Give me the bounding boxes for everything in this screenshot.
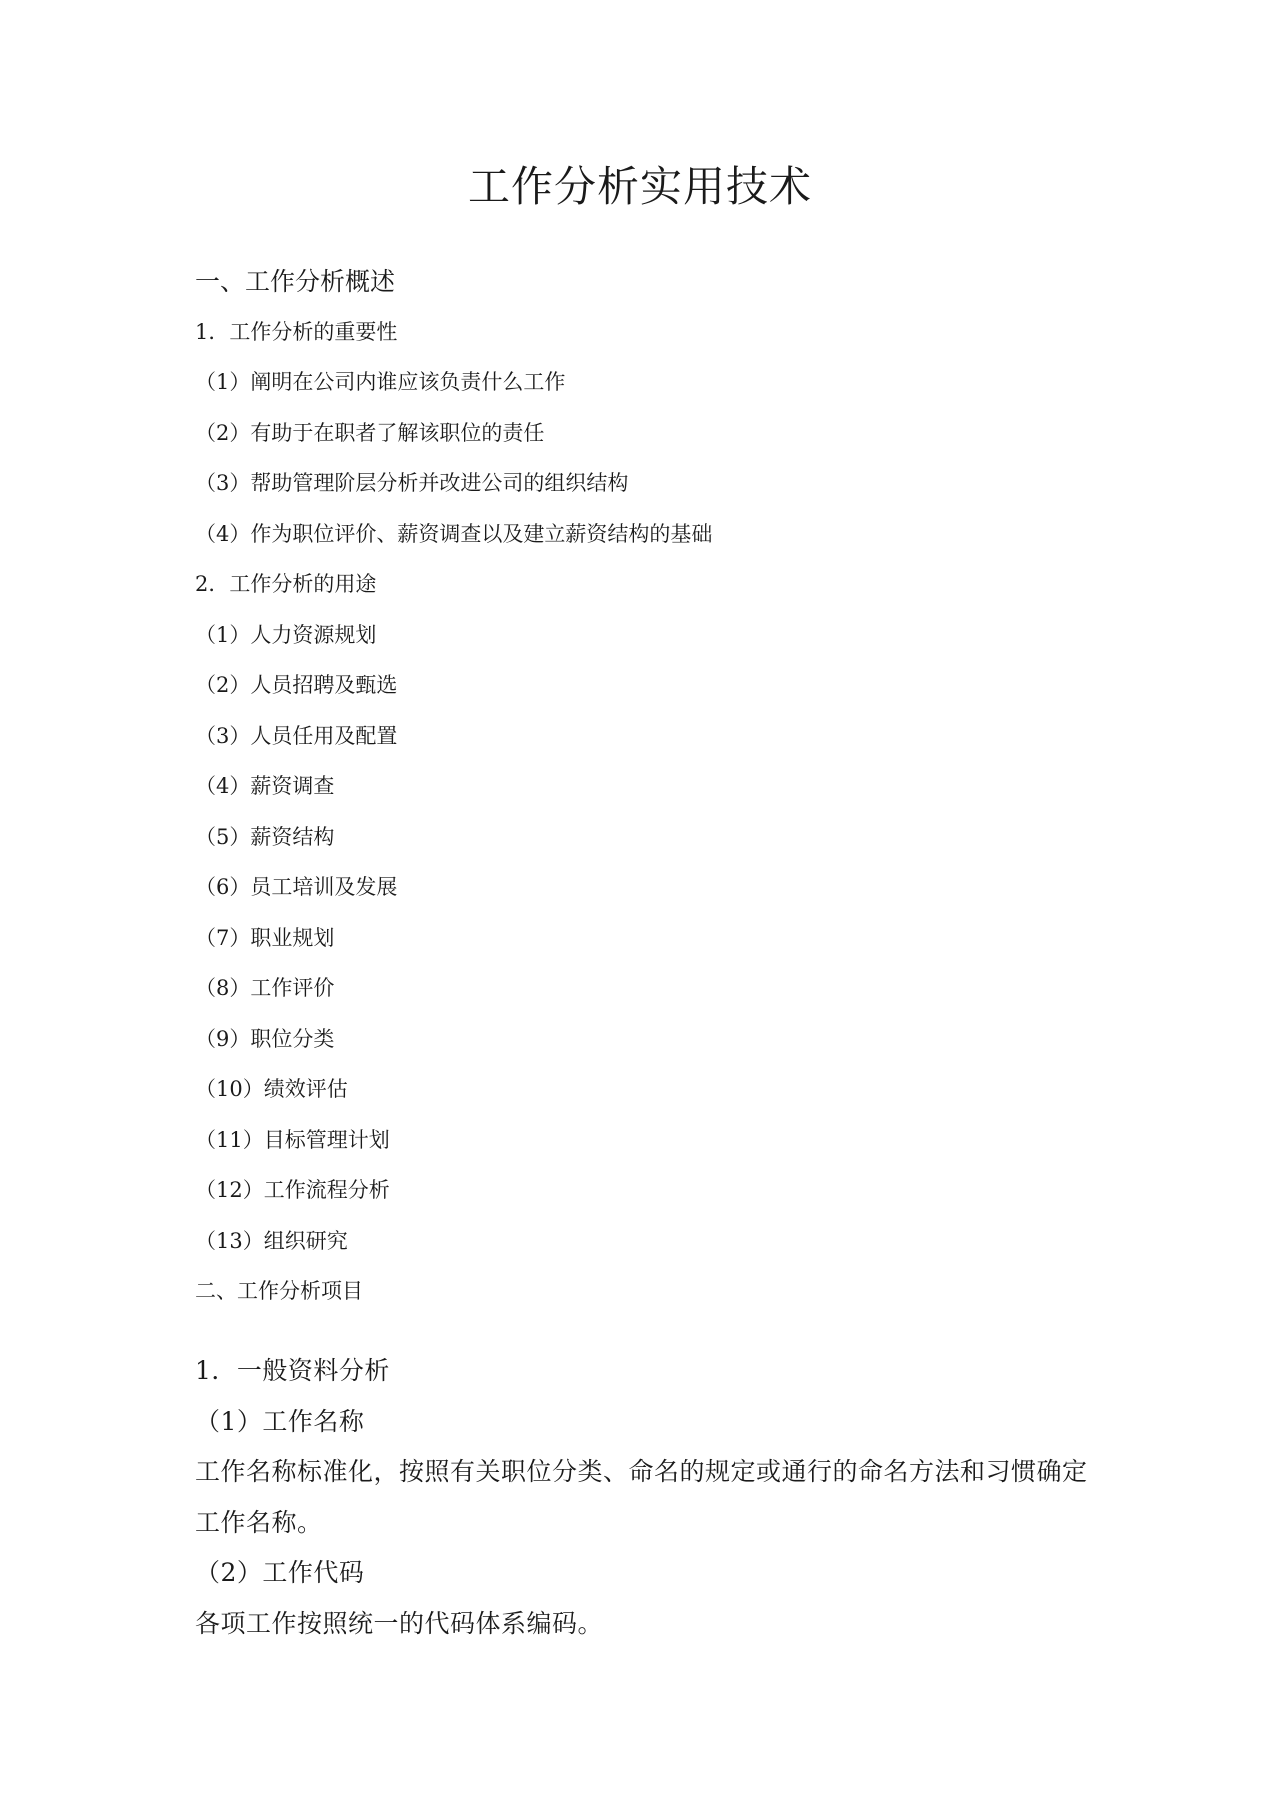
subsection-heading-general-data: 1．一般资料分析: [195, 1356, 390, 1385]
list-item: （5）薪资结构: [195, 825, 335, 849]
item-heading-job-title: （1）工作名称: [195, 1407, 365, 1436]
list-item: （6）员工培训及发展: [195, 875, 398, 899]
paragraph-line: 工作名称。: [195, 1508, 323, 1537]
list-item: （13）组织研究: [195, 1229, 348, 1253]
list-item: （7）职业规划: [195, 926, 335, 950]
paragraph-line: 工作名称标准化，按照有关职位分类、命名的规定或通行的命名方法和习惯确定: [195, 1457, 1088, 1486]
list-item: （2）有助于在职者了解该职位的责任: [195, 421, 545, 445]
list-item: （4）作为职位评价、薪资调查以及建立薪资结构的基础: [195, 522, 713, 546]
subsection-heading-uses: 2．工作分析的用途: [195, 572, 377, 596]
list-item: （9）职位分类: [195, 1027, 335, 1051]
item-heading-job-code: （2）工作代码: [195, 1558, 365, 1587]
list-item: （3）人员任用及配置: [195, 724, 398, 748]
list-item: （2）人员招聘及甄选: [195, 673, 398, 697]
list-item: （4）薪资调查: [195, 774, 335, 798]
list-item: （12）工作流程分析: [195, 1178, 390, 1202]
list-item: （8）工作评价: [195, 976, 335, 1000]
document-title: 工作分析实用技术: [467, 162, 812, 211]
paragraph-line: 各项工作按照统一的代码体系编码。: [195, 1609, 604, 1638]
subsection-heading-importance: 1．工作分析的重要性: [195, 320, 398, 344]
list-item: （1）人力资源规划: [195, 623, 377, 647]
list-item: （11）目标管理计划: [195, 1128, 390, 1152]
section-heading-items: 二、工作分析项目: [195, 1279, 363, 1303]
list-item: （10）绩效评估: [195, 1077, 348, 1101]
list-item: （1）阐明在公司内谁应该负责什么工作: [195, 370, 566, 394]
list-item: （3）帮助管理阶层分析并改进公司的组织结构: [195, 471, 629, 495]
section-heading-overview: 一、工作分析概述: [195, 267, 396, 296]
